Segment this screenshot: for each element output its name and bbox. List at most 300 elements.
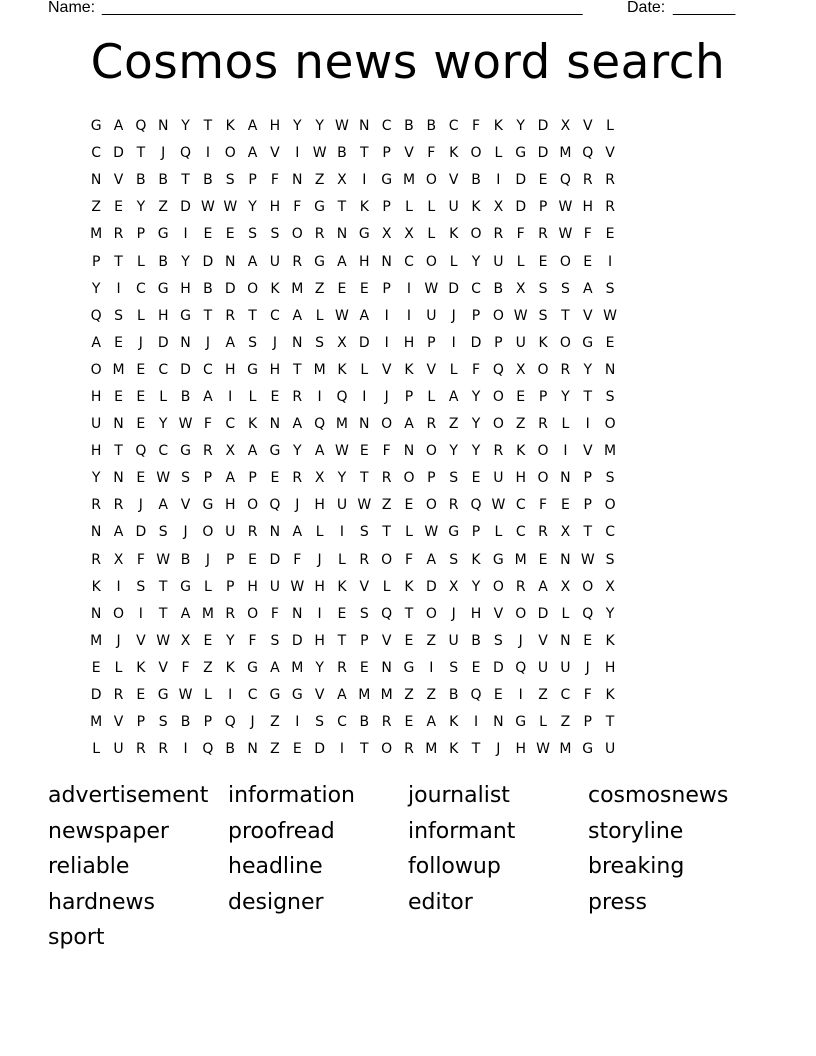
grid-cell[interactable]: E [225, 226, 235, 243]
grid-cell[interactable]: L [494, 145, 503, 162]
grid-cell[interactable]: N [381, 253, 392, 270]
grid-cell[interactable]: Z [448, 416, 459, 433]
grid-cell[interactable]: X [113, 551, 124, 568]
grid-cell[interactable]: E [359, 443, 369, 460]
grid-cell[interactable]: H [157, 307, 169, 324]
grid-cell[interactable]: C [135, 280, 146, 297]
grid-cell[interactable]: K [270, 280, 280, 297]
grid-cell[interactable]: X [515, 280, 526, 297]
grid-cell[interactable]: R [605, 172, 615, 189]
grid-cell[interactable]: A [203, 388, 213, 405]
date-field[interactable]: _______ [673, 0, 736, 16]
grid-cell[interactable]: E [337, 605, 347, 622]
grid-cell[interactable]: W [156, 632, 171, 649]
grid-cell[interactable]: E [136, 687, 146, 704]
grid-cell[interactable]: F [583, 687, 592, 704]
grid-cell[interactable]: F [270, 172, 279, 189]
grid-cell[interactable]: O [559, 253, 571, 270]
grid-cell[interactable]: F [203, 416, 212, 433]
grid-cell[interactable]: T [158, 605, 168, 622]
grid-cell[interactable]: O [247, 280, 259, 297]
grid-cell[interactable]: L [449, 361, 458, 378]
grid-cell[interactable]: G [403, 659, 415, 676]
grid-cell[interactable]: P [382, 145, 391, 162]
grid-cell[interactable]: X [493, 199, 504, 216]
grid-cell[interactable]: P [136, 714, 146, 731]
grid-cell[interactable]: A [337, 253, 347, 270]
grid-cell[interactable]: E [471, 470, 481, 487]
grid-cell[interactable]: Z [314, 280, 325, 297]
grid-cell[interactable]: Y [471, 416, 481, 433]
grid-cell[interactable]: Z [404, 687, 414, 704]
grid-cell[interactable]: X [560, 578, 571, 595]
grid-cell[interactable]: Q [90, 307, 102, 324]
grid-cell[interactable]: E [404, 714, 414, 731]
grid-cell[interactable]: M [358, 687, 371, 704]
grid-cell[interactable]: P [583, 470, 592, 487]
grid-cell[interactable]: R [493, 443, 504, 460]
grid-cell[interactable]: R [605, 199, 615, 216]
grid-cell[interactable]: B [493, 280, 504, 297]
grid-cell[interactable]: X [225, 443, 236, 460]
grid-cell[interactable]: E [203, 226, 213, 243]
grid-cell[interactable]: U [225, 524, 236, 541]
grid-cell[interactable]: K [471, 551, 481, 568]
grid-cell[interactable]: Q [582, 605, 594, 622]
grid-cell[interactable]: D [180, 199, 191, 216]
grid-cell[interactable]: W [178, 416, 193, 433]
grid-cell[interactable]: I [473, 714, 479, 731]
grid-cell[interactable]: N [336, 226, 348, 243]
grid-cell[interactable]: L [405, 199, 413, 216]
grid-cell[interactable]: C [560, 687, 571, 704]
grid-cell[interactable]: Y [225, 632, 235, 649]
grid-cell[interactable]: Z [203, 659, 213, 676]
grid-cell[interactable]: R [158, 741, 169, 758]
grid-cell[interactable]: L [136, 253, 145, 270]
grid-cell[interactable]: A [292, 524, 303, 541]
grid-cell[interactable]: C [381, 118, 392, 135]
grid-cell[interactable]: H [314, 578, 325, 595]
grid-cell[interactable]: U [493, 253, 504, 270]
grid-cell[interactable]: R [337, 659, 347, 676]
grid-cell[interactable]: K [225, 118, 235, 135]
grid-cell[interactable]: L [203, 687, 212, 704]
grid-cell[interactable]: E [270, 388, 280, 405]
grid-cell[interactable]: S [560, 280, 570, 297]
grid-cell[interactable]: T [382, 524, 391, 541]
grid-cell[interactable]: Y [471, 253, 481, 270]
grid-cell[interactable]: K [449, 145, 459, 162]
grid-cell[interactable]: U [448, 199, 459, 216]
grid-cell[interactable]: V [426, 361, 437, 378]
grid-cell[interactable]: T [337, 632, 347, 649]
grid-cell[interactable]: U [560, 659, 571, 676]
grid-cell[interactable]: F [136, 551, 145, 568]
grid-cell[interactable]: V [582, 443, 593, 460]
grid-cell[interactable]: L [136, 307, 145, 324]
grid-cell[interactable]: S [605, 551, 615, 568]
grid-cell[interactable]: L [405, 524, 413, 541]
grid-cell[interactable]: H [359, 253, 370, 270]
grid-cell[interactable]: I [183, 741, 188, 758]
grid-cell[interactable]: M [425, 741, 438, 758]
grid-cell[interactable]: K [493, 118, 503, 135]
grid-cell[interactable]: T [114, 253, 123, 270]
grid-cell[interactable]: X [560, 524, 571, 541]
grid-cell[interactable]: G [180, 443, 191, 460]
grid-cell[interactable]: A [247, 443, 258, 460]
grid-cell[interactable]: A [538, 578, 548, 595]
grid-cell[interactable]: E [493, 687, 503, 704]
grid-cell[interactable]: D [358, 334, 370, 351]
grid-cell[interactable]: Q [336, 388, 348, 405]
grid-cell[interactable]: U [493, 470, 504, 487]
grid-cell[interactable]: A [91, 334, 101, 351]
grid-cell[interactable]: L [92, 741, 101, 758]
grid-cell[interactable]: K [605, 632, 615, 649]
grid-cell[interactable]: C [515, 524, 526, 541]
grid-cell[interactable]: R [582, 172, 593, 189]
grid-cell[interactable]: B [203, 172, 213, 189]
grid-cell[interactable]: J [138, 497, 143, 514]
grid-cell[interactable]: N [359, 416, 370, 433]
grid-cell[interactable]: N [560, 632, 571, 649]
grid-cell[interactable]: J [585, 659, 590, 676]
grid-cell[interactable]: E [337, 280, 347, 297]
grid-cell[interactable]: Z [426, 632, 437, 649]
grid-cell[interactable]: O [403, 470, 415, 487]
grid-cell[interactable]: L [382, 578, 391, 595]
grid-cell[interactable]: I [585, 416, 590, 433]
grid-cell[interactable]: R [225, 605, 236, 622]
grid-cell[interactable]: P [226, 551, 235, 568]
grid-cell[interactable]: U [269, 578, 281, 595]
grid-cell[interactable]: K [449, 714, 459, 731]
grid-cell[interactable]: V [314, 687, 325, 704]
grid-cell[interactable]: P [203, 714, 213, 731]
grid-cell[interactable]: E [471, 659, 481, 676]
grid-cell[interactable]: J [384, 388, 389, 405]
grid-cell[interactable]: D [90, 687, 102, 704]
grid-cell[interactable]: Y [516, 118, 525, 135]
grid-cell[interactable]: N [269, 416, 281, 433]
grid-cell[interactable]: D [224, 280, 236, 297]
grid-cell[interactable]: K [136, 659, 146, 676]
grid-cell[interactable]: U [448, 632, 459, 649]
grid-cell[interactable]: P [248, 172, 257, 189]
grid-cell[interactable]: D [269, 551, 281, 568]
grid-cell[interactable]: J [250, 714, 255, 731]
grid-cell[interactable]: D [537, 118, 549, 135]
grid-cell[interactable]: P [382, 280, 391, 297]
grid-cell[interactable]: E [404, 497, 414, 514]
grid-cell[interactable]: O [247, 605, 259, 622]
grid-cell[interactable]: S [605, 280, 615, 297]
grid-cell[interactable]: O [582, 578, 594, 595]
grid-cell[interactable]: N [292, 172, 303, 189]
grid-cell[interactable]: J [496, 741, 501, 758]
grid-cell[interactable]: T [360, 470, 369, 487]
grid-cell[interactable]: T [248, 307, 257, 324]
grid-cell[interactable]: Z [270, 714, 280, 731]
grid-cell[interactable]: T [292, 361, 302, 378]
grid-cell[interactable]: Q [135, 443, 147, 460]
grid-cell[interactable]: O [113, 605, 125, 622]
grid-cell[interactable]: P [494, 334, 503, 351]
grid-cell[interactable]: G [157, 687, 169, 704]
grid-cell[interactable]: V [582, 118, 593, 135]
grid-cell[interactable]: X [314, 470, 325, 487]
grid-cell[interactable]: N [560, 470, 571, 487]
grid-cell[interactable]: P [538, 388, 548, 405]
grid-cell[interactable]: D [492, 659, 504, 676]
grid-cell[interactable]: N [157, 118, 169, 135]
grid-cell[interactable]: S [493, 632, 503, 649]
grid-cell[interactable]: B [180, 714, 191, 731]
grid-cell[interactable]: L [449, 253, 458, 270]
grid-cell[interactable]: Q [515, 659, 527, 676]
grid-cell[interactable]: C [158, 443, 169, 460]
grid-cell[interactable]: S [449, 551, 459, 568]
grid-cell[interactable]: G [448, 524, 460, 541]
grid-cell[interactable]: I [563, 443, 568, 460]
grid-cell[interactable]: W [178, 687, 193, 704]
grid-cell[interactable]: G [247, 361, 258, 378]
grid-cell[interactable]: O [291, 226, 303, 243]
grid-cell[interactable]: Y [449, 443, 458, 460]
grid-cell[interactable]: E [359, 280, 369, 297]
grid-cell[interactable]: R [292, 470, 303, 487]
grid-cell[interactable]: W [357, 497, 372, 514]
grid-cell[interactable]: E [516, 388, 526, 405]
grid-cell[interactable]: H [314, 632, 325, 649]
grid-cell[interactable]: L [427, 226, 436, 243]
grid-cell[interactable]: K [516, 443, 526, 460]
grid-cell[interactable]: D [537, 145, 549, 162]
grid-cell[interactable]: E [114, 388, 123, 405]
grid-cell[interactable]: M [291, 659, 304, 676]
grid-cell[interactable]: Y [471, 388, 481, 405]
grid-cell[interactable]: B [471, 632, 481, 649]
grid-cell[interactable]: D [291, 632, 303, 649]
grid-cell[interactable]: T [605, 714, 615, 731]
grid-cell[interactable]: N [560, 551, 571, 568]
grid-cell[interactable]: T [360, 741, 369, 758]
grid-cell[interactable]: H [604, 659, 616, 676]
grid-cell[interactable]: N [493, 714, 504, 731]
grid-cell[interactable]: S [315, 714, 325, 731]
grid-cell[interactable]: Q [314, 416, 326, 433]
grid-cell[interactable]: D [425, 578, 437, 595]
grid-cell[interactable]: X [337, 172, 347, 189]
grid-cell[interactable]: E [114, 334, 123, 351]
grid-cell[interactable]: P [583, 497, 592, 514]
grid-cell[interactable]: O [470, 226, 482, 243]
grid-cell[interactable]: Q [559, 172, 571, 189]
grid-cell[interactable]: N [113, 470, 124, 487]
grid-cell[interactable]: I [183, 226, 188, 243]
grid-cell[interactable]: C [471, 280, 481, 297]
grid-cell[interactable]: Z [270, 741, 280, 758]
grid-cell[interactable]: I [406, 307, 412, 324]
grid-cell[interactable]: A [582, 280, 593, 297]
grid-cell[interactable]: Y [136, 199, 146, 216]
grid-cell[interactable]: J [451, 307, 456, 324]
grid-cell[interactable]: O [604, 497, 616, 514]
grid-cell[interactable]: Y [471, 578, 481, 595]
grid-cell[interactable]: W [290, 578, 305, 595]
grid-cell[interactable]: Y [181, 118, 190, 135]
grid-cell[interactable]: H [224, 361, 236, 378]
grid-cell[interactable]: V [136, 632, 146, 649]
grid-cell[interactable]: R [538, 524, 548, 541]
grid-cell[interactable]: I [362, 172, 367, 189]
grid-cell[interactable]: D [202, 253, 214, 270]
grid-cell[interactable]: M [380, 687, 393, 704]
grid-cell[interactable]: G [202, 497, 214, 514]
grid-cell[interactable]: E [136, 361, 146, 378]
grid-cell[interactable]: I [228, 687, 233, 704]
grid-cell[interactable]: L [427, 199, 436, 216]
grid-cell[interactable]: E [136, 416, 146, 433]
grid-cell[interactable]: A [404, 416, 414, 433]
grid-cell[interactable]: M [90, 714, 103, 731]
grid-cell[interactable]: M [559, 145, 572, 162]
grid-cell[interactable]: W [491, 497, 506, 514]
grid-cell[interactable]: H [470, 605, 482, 622]
grid-cell[interactable]: R [538, 226, 548, 243]
grid-cell[interactable]: C [270, 307, 280, 324]
grid-cell[interactable]: H [515, 741, 526, 758]
grid-cell[interactable]: S [136, 578, 146, 595]
grid-cell[interactable]: B [136, 172, 146, 189]
grid-cell[interactable]: H [269, 199, 281, 216]
grid-cell[interactable]: N [403, 443, 415, 460]
grid-cell[interactable]: W [200, 199, 215, 216]
grid-cell[interactable]: A [113, 118, 124, 135]
grid-cell[interactable]: Q [470, 687, 482, 704]
grid-cell[interactable]: R [113, 226, 124, 243]
grid-cell[interactable]: F [583, 226, 592, 243]
grid-cell[interactable]: Q [224, 714, 236, 731]
grid-cell[interactable]: R [113, 687, 124, 704]
grid-cell[interactable]: I [205, 145, 210, 162]
grid-cell[interactable]: T [203, 307, 213, 324]
grid-cell[interactable]: G [180, 578, 191, 595]
grid-cell[interactable]: I [496, 172, 501, 189]
grid-cell[interactable]: I [406, 280, 412, 297]
grid-cell[interactable]: J [518, 632, 523, 649]
grid-cell[interactable]: O [537, 470, 549, 487]
grid-cell[interactable]: Y [583, 361, 593, 378]
grid-cell[interactable]: H [403, 334, 415, 351]
grid-cell[interactable]: Y [158, 416, 168, 433]
grid-cell[interactable]: A [247, 145, 258, 162]
grid-cell[interactable]: L [516, 253, 525, 270]
grid-cell[interactable]: M [559, 741, 572, 758]
grid-cell[interactable]: B [471, 172, 481, 189]
grid-cell[interactable]: O [90, 361, 102, 378]
grid-cell[interactable]: H [269, 118, 281, 135]
grid-cell[interactable]: S [270, 226, 280, 243]
grid-cell[interactable]: W [558, 226, 573, 243]
grid-cell[interactable]: Y [91, 280, 101, 297]
grid-cell[interactable]: C [247, 687, 258, 704]
grid-cell[interactable]: T [181, 172, 190, 189]
grid-cell[interactable]: D [515, 199, 527, 216]
grid-cell[interactable]: O [604, 416, 616, 433]
grid-cell[interactable]: E [404, 632, 414, 649]
grid-cell[interactable]: C [91, 145, 102, 162]
grid-cell[interactable]: C [605, 524, 615, 541]
grid-cell[interactable]: I [317, 388, 322, 405]
grid-cell[interactable]: W [424, 524, 439, 541]
grid-cell[interactable]: G [157, 280, 169, 297]
grid-cell[interactable]: M [313, 361, 326, 378]
grid-cell[interactable]: G [582, 741, 594, 758]
grid-cell[interactable]: C [225, 416, 236, 433]
grid-cell[interactable]: L [159, 388, 168, 405]
grid-cell[interactable]: Y [248, 199, 257, 216]
grid-cell[interactable]: J [138, 334, 143, 351]
grid-cell[interactable]: R [91, 497, 102, 514]
grid-cell[interactable]: G [180, 307, 191, 324]
grid-cell[interactable]: V [359, 578, 370, 595]
grid-cell[interactable]: O [470, 145, 482, 162]
grid-cell[interactable]: T [136, 145, 146, 162]
grid-cell[interactable]: V [113, 714, 124, 731]
grid-cell[interactable]: P [136, 226, 146, 243]
grid-cell[interactable]: A [247, 253, 258, 270]
grid-cell[interactable]: C [515, 497, 526, 514]
grid-cell[interactable]: O [492, 416, 504, 433]
grid-cell[interactable]: V [582, 307, 593, 324]
grid-cell[interactable]: N [90, 524, 102, 541]
grid-cell[interactable]: N [90, 605, 102, 622]
grid-cell[interactable]: N [292, 334, 303, 351]
grid-cell[interactable]: R [91, 551, 102, 568]
grid-cell[interactable]: W [580, 551, 595, 568]
grid-cell[interactable]: M [90, 632, 103, 649]
grid-cell[interactable]: D [135, 524, 147, 541]
grid-cell[interactable]: A [292, 416, 303, 433]
grid-cell[interactable]: Y [471, 443, 481, 460]
grid-cell[interactable]: E [583, 253, 593, 270]
grid-cell[interactable]: U [537, 659, 549, 676]
grid-cell[interactable]: F [382, 443, 391, 460]
grid-cell[interactable]: G [269, 687, 281, 704]
grid-cell[interactable]: B [337, 145, 347, 162]
grid-cell[interactable]: I [228, 388, 233, 405]
grid-cell[interactable]: E [560, 497, 570, 514]
grid-cell[interactable]: Q [135, 118, 147, 135]
grid-cell[interactable]: S [538, 280, 548, 297]
grid-cell[interactable]: B [448, 687, 459, 704]
grid-cell[interactable]: I [295, 145, 300, 162]
grid-cell[interactable]: B [359, 714, 370, 731]
grid-cell[interactable]: O [492, 388, 504, 405]
grid-cell[interactable]: K [449, 741, 459, 758]
grid-cell[interactable]: I [116, 280, 121, 297]
name-field[interactable]: ______________________________________________________ [102, 0, 583, 16]
grid-cell[interactable]: L [315, 307, 324, 324]
grid-cell[interactable]: E [292, 741, 302, 758]
grid-cell[interactable]: W [335, 118, 349, 135]
grid-cell[interactable]: S [114, 307, 123, 324]
grid-cell[interactable]: U [604, 741, 616, 758]
grid-cell[interactable]: W [156, 470, 171, 487]
